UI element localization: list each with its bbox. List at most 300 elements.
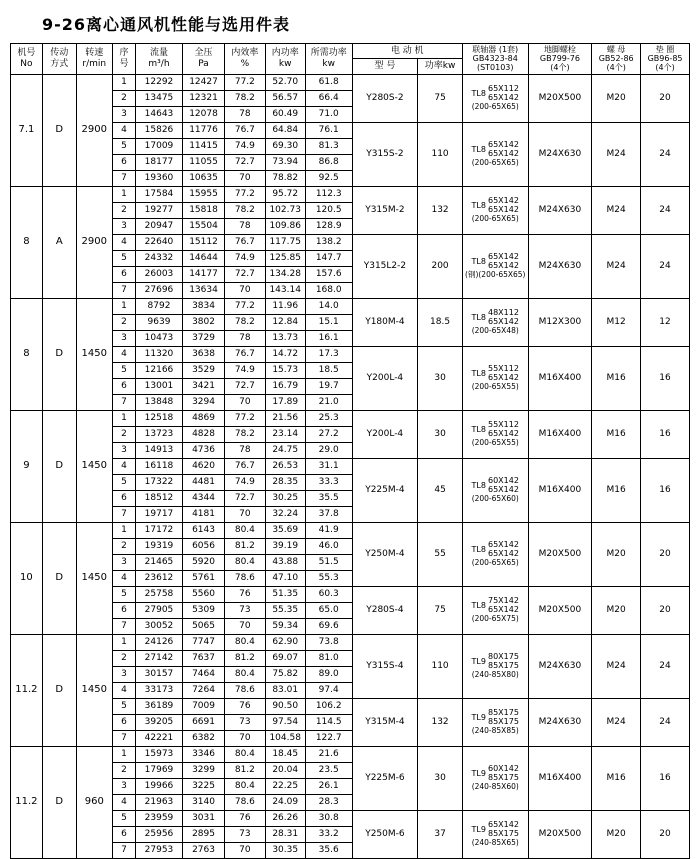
cell-required-power: 112.3 — [305, 186, 352, 202]
coupling-spec: (200-65X65) — [471, 213, 519, 223]
cell-washer: 24 — [641, 234, 690, 298]
coupling-series: TL8 — [471, 424, 486, 434]
coupling-spec: (200-65X65) — [471, 157, 519, 167]
cell-internal-power: 62.90 — [265, 634, 305, 650]
cell-index: 1 — [112, 186, 135, 202]
cell-efficiency: 76 — [225, 698, 265, 714]
cell-internal-power: 60.49 — [265, 106, 305, 122]
cell-pressure: 12427 — [182, 74, 224, 90]
cell-required-power: 19.7 — [305, 378, 352, 394]
cell-index: 5 — [112, 474, 135, 490]
cell-flow: 14913 — [136, 442, 183, 458]
cell-flow: 26003 — [136, 266, 183, 282]
cell-pressure: 13634 — [182, 282, 224, 298]
cell-required-power: 76.1 — [305, 122, 352, 138]
coupling-sizes: 80X175 85X175 — [487, 652, 519, 670]
cell-nut: M24 — [592, 634, 641, 698]
cell-pressure: 6382 — [182, 730, 224, 746]
cell-required-power: 89.0 — [305, 666, 352, 682]
cell-speed: 960 — [76, 746, 112, 858]
cell-flow: 12292 — [136, 74, 183, 90]
cell-required-power: 168.0 — [305, 282, 352, 298]
cell-flow: 17172 — [136, 522, 183, 538]
cell-pressure: 12078 — [182, 106, 224, 122]
cell-nut: M12 — [592, 298, 641, 346]
cell-flow: 24332 — [136, 250, 183, 266]
cell-pressure: 3299 — [182, 762, 224, 778]
coupling-spec: (200-65X55) — [471, 381, 519, 391]
th-flow: 流量 m³/h — [136, 44, 183, 75]
cell-anchor-bolt: M20X500 — [528, 586, 592, 634]
cell-model: 11.2 — [11, 634, 43, 746]
table-row — [11, 74, 690, 90]
cell-pressure: 3031 — [182, 810, 224, 826]
cell-internal-power: 97.54 — [265, 714, 305, 730]
cell-required-power: 81.0 — [305, 650, 352, 666]
cell-flow: 25956 — [136, 826, 183, 842]
cell-flow: 30157 — [136, 666, 183, 682]
th-motor-group: 电 动 机 — [352, 44, 462, 59]
coupling-series: TL8 — [471, 144, 486, 154]
coupling-spec: (200-65X60) — [471, 493, 519, 503]
cell-index: 3 — [112, 442, 135, 458]
cell-motor-power: 55 — [418, 522, 463, 586]
cell-internal-power: 17.89 — [265, 394, 305, 410]
cell-index: 1 — [112, 74, 135, 90]
cell-required-power: 21.0 — [305, 394, 352, 410]
cell-flow: 21465 — [136, 554, 183, 570]
cell-efficiency: 72.7 — [225, 490, 265, 506]
cell-motor-model: Y225M-6 — [352, 746, 418, 810]
cell-index: 4 — [112, 234, 135, 250]
cell-flow: 15973 — [136, 746, 183, 762]
cell-speed: 1450 — [76, 298, 112, 410]
cell-anchor-bolt: M24X630 — [528, 122, 592, 186]
cell-pressure: 5761 — [182, 570, 224, 586]
cell-model: 7.1 — [11, 74, 43, 186]
cell-nut: M24 — [592, 122, 641, 186]
coupling-series: TL9 — [471, 824, 486, 834]
cell-required-power: 16.1 — [305, 330, 352, 346]
cell-flow: 27905 — [136, 602, 183, 618]
cell-pressure: 10635 — [182, 170, 224, 186]
cell-drive: D — [42, 298, 76, 410]
cell-anchor-bolt: M24X630 — [528, 186, 592, 234]
cell-efficiency: 77.2 — [225, 74, 265, 90]
cell-motor-model: Y225M-4 — [352, 458, 418, 522]
cell-coupling — [462, 298, 528, 346]
th-internal-power: 内功率 kw — [265, 44, 305, 75]
cell-internal-power: 55.35 — [265, 602, 305, 618]
cell-efficiency: 78 — [225, 330, 265, 346]
cell-motor-power: 18.5 — [418, 298, 463, 346]
cell-index: 5 — [112, 810, 135, 826]
cell-nut: M16 — [592, 458, 641, 522]
cell-flow: 17322 — [136, 474, 183, 490]
cell-pressure: 3225 — [182, 778, 224, 794]
cell-required-power: 18.5 — [305, 362, 352, 378]
cell-flow: 21963 — [136, 794, 183, 810]
cell-efficiency: 74.9 — [225, 138, 265, 154]
cell-index: 6 — [112, 378, 135, 394]
page-title: 9-26离心通风机性能与选用件表 — [42, 15, 291, 34]
cell-efficiency: 76.7 — [225, 346, 265, 362]
table-header — [11, 44, 690, 75]
cell-required-power: 23.5 — [305, 762, 352, 778]
cell-pressure: 2895 — [182, 826, 224, 842]
cell-drive: D — [42, 634, 76, 746]
cell-efficiency: 70 — [225, 730, 265, 746]
cell-internal-power: 78.82 — [265, 170, 305, 186]
cell-coupling — [462, 234, 528, 298]
cell-required-power: 60.3 — [305, 586, 352, 602]
cell-flow: 19360 — [136, 170, 183, 186]
cell-flow: 25758 — [136, 586, 183, 602]
cell-required-power: 55.3 — [305, 570, 352, 586]
cell-motor-model: Y280S-4 — [352, 586, 418, 634]
cell-washer: 24 — [641, 634, 690, 698]
cell-coupling — [462, 410, 528, 458]
cell-motor-model: Y180M-4 — [352, 298, 418, 346]
cell-index: 4 — [112, 794, 135, 810]
coupling-sizes: 85X175 85X175 — [487, 708, 519, 726]
cell-pressure: 5309 — [182, 602, 224, 618]
cell-pressure: 3834 — [182, 298, 224, 314]
cell-internal-power: 143.14 — [265, 282, 305, 298]
cell-motor-power: 45 — [418, 458, 463, 522]
cell-internal-power: 117.75 — [265, 234, 305, 250]
coupling-spec: (200-65X48) — [471, 325, 519, 335]
table-row — [11, 746, 690, 762]
table-row — [11, 810, 690, 826]
cell-pressure: 5065 — [182, 618, 224, 634]
cell-pressure: 2763 — [182, 842, 224, 858]
cell-index: 3 — [112, 218, 135, 234]
cell-anchor-bolt: M20X500 — [528, 74, 592, 122]
cell-required-power: 66.4 — [305, 90, 352, 106]
coupling-series: TL8 — [471, 480, 486, 490]
table-row — [11, 698, 690, 714]
cell-efficiency: 78 — [225, 442, 265, 458]
cell-required-power: 147.7 — [305, 250, 352, 266]
table-row — [11, 122, 690, 138]
cell-anchor-bolt: M16X400 — [528, 746, 592, 810]
cell-flow: 18512 — [136, 490, 183, 506]
coupling-sizes: 60X142 65X142 — [487, 476, 519, 494]
cell-index: 1 — [112, 746, 135, 762]
cell-pressure: 4181 — [182, 506, 224, 522]
cell-flow: 23959 — [136, 810, 183, 826]
cell-flow: 14643 — [136, 106, 183, 122]
cell-required-power: 138.2 — [305, 234, 352, 250]
cell-internal-power: 23.14 — [265, 426, 305, 442]
cell-flow: 9639 — [136, 314, 183, 330]
cell-required-power: 17.3 — [305, 346, 352, 362]
coupling-sizes: 65X142 65X142 — [487, 540, 519, 558]
cell-internal-power: 30.25 — [265, 490, 305, 506]
cell-index: 4 — [112, 570, 135, 586]
cell-index: 5 — [112, 138, 135, 154]
cell-internal-power: 24.09 — [265, 794, 305, 810]
cell-drive: D — [42, 74, 76, 186]
cell-speed: 1450 — [76, 522, 112, 634]
cell-efficiency: 70 — [225, 618, 265, 634]
th-drive: 传动 方式 — [42, 44, 76, 75]
cell-flow: 13001 — [136, 378, 183, 394]
cell-index: 2 — [112, 202, 135, 218]
cell-index: 3 — [112, 778, 135, 794]
cell-efficiency: 78.6 — [225, 570, 265, 586]
cell-motor-model: Y315M-4 — [352, 698, 418, 746]
cell-efficiency: 76.7 — [225, 122, 265, 138]
table-body — [11, 74, 690, 858]
cell-motor-model: Y250M-4 — [352, 522, 418, 586]
cell-index: 6 — [112, 826, 135, 842]
cell-required-power: 106.2 — [305, 698, 352, 714]
cell-flow: 19717 — [136, 506, 183, 522]
cell-efficiency: 80.4 — [225, 522, 265, 538]
cell-internal-power: 43.88 — [265, 554, 305, 570]
cell-internal-power: 18.45 — [265, 746, 305, 762]
cell-motor-model: Y200L-4 — [352, 410, 418, 458]
th-pressure: 全压 Pa — [182, 44, 224, 75]
cell-efficiency: 81.2 — [225, 650, 265, 666]
th-required-power: 所需功率 kw — [305, 44, 352, 75]
cell-internal-power: 83.01 — [265, 682, 305, 698]
cell-efficiency: 78.6 — [225, 794, 265, 810]
cell-model: 9 — [11, 410, 43, 522]
cell-internal-power: 102.73 — [265, 202, 305, 218]
cell-motor-power: 110 — [418, 122, 463, 186]
cell-efficiency: 72.7 — [225, 378, 265, 394]
cell-flow: 8792 — [136, 298, 183, 314]
coupling-sizes: 48X112 65X142 — [487, 308, 519, 326]
cell-efficiency: 73 — [225, 714, 265, 730]
cell-coupling — [462, 74, 528, 122]
cell-index: 5 — [112, 586, 135, 602]
cell-required-power: 46.0 — [305, 538, 352, 554]
cell-nut: M20 — [592, 586, 641, 634]
cell-index: 7 — [112, 282, 135, 298]
cell-coupling — [462, 698, 528, 746]
th-speed: 转速 r/min — [76, 44, 112, 75]
cell-anchor-bolt: M20X500 — [528, 522, 592, 586]
cell-efficiency: 73 — [225, 602, 265, 618]
cell-index: 1 — [112, 522, 135, 538]
cell-internal-power: 15.73 — [265, 362, 305, 378]
cell-internal-power: 73.94 — [265, 154, 305, 170]
cell-flow: 19319 — [136, 538, 183, 554]
cell-index: 7 — [112, 618, 135, 634]
cell-efficiency: 78.2 — [225, 314, 265, 330]
cell-internal-power: 90.50 — [265, 698, 305, 714]
cell-internal-power: 59.34 — [265, 618, 305, 634]
cell-internal-power: 51.35 — [265, 586, 305, 602]
cell-flow: 17584 — [136, 186, 183, 202]
cell-anchor-bolt: M16X400 — [528, 458, 592, 522]
cell-flow: 11320 — [136, 346, 183, 362]
cell-index: 7 — [112, 394, 135, 410]
cell-required-power: 71.0 — [305, 106, 352, 122]
cell-internal-power: 47.10 — [265, 570, 305, 586]
cell-index: 3 — [112, 666, 135, 682]
cell-pressure: 15112 — [182, 234, 224, 250]
cell-index: 2 — [112, 426, 135, 442]
coupling-sizes: 55X112 65X142 — [487, 364, 519, 382]
cell-flow: 13475 — [136, 90, 183, 106]
cell-index: 2 — [112, 314, 135, 330]
cell-pressure: 15818 — [182, 202, 224, 218]
cell-required-power: 86.8 — [305, 154, 352, 170]
cell-pressure: 11055 — [182, 154, 224, 170]
cell-efficiency: 76.7 — [225, 234, 265, 250]
cell-pressure: 4620 — [182, 458, 224, 474]
cell-efficiency: 78.2 — [225, 90, 265, 106]
cell-internal-power: 52.70 — [265, 74, 305, 90]
cell-coupling — [462, 122, 528, 186]
cell-internal-power: 69.07 — [265, 650, 305, 666]
cell-washer: 16 — [641, 458, 690, 522]
cell-required-power: 33.3 — [305, 474, 352, 490]
cell-motor-model: Y315S-4 — [352, 634, 418, 698]
cell-pressure: 3802 — [182, 314, 224, 330]
cell-efficiency: 78 — [225, 106, 265, 122]
coupling-series: TL9 — [471, 768, 486, 778]
cell-efficiency: 78.2 — [225, 202, 265, 218]
cell-coupling — [462, 346, 528, 410]
th-index: 序 号 — [112, 44, 135, 75]
cell-index: 7 — [112, 170, 135, 186]
cell-anchor-bolt: M20X500 — [528, 810, 592, 858]
cell-pressure: 4869 — [182, 410, 224, 426]
coupling-spec: (200-65X55) — [471, 437, 519, 447]
cell-internal-power: 22.25 — [265, 778, 305, 794]
cell-index: 1 — [112, 298, 135, 314]
cell-efficiency: 76.7 — [225, 458, 265, 474]
cell-required-power: 114.5 — [305, 714, 352, 730]
cell-internal-power: 28.31 — [265, 826, 305, 842]
cell-flow: 17009 — [136, 138, 183, 154]
cell-efficiency: 70 — [225, 170, 265, 186]
coupling-series: TL8 — [471, 368, 486, 378]
cell-internal-power: 16.79 — [265, 378, 305, 394]
cell-efficiency: 77.2 — [225, 410, 265, 426]
cell-efficiency: 70 — [225, 842, 265, 858]
cell-pressure: 4736 — [182, 442, 224, 458]
cell-speed: 1450 — [76, 410, 112, 522]
cell-pressure: 7464 — [182, 666, 224, 682]
coupling-spec: (240-85X65) — [471, 837, 519, 847]
cell-washer: 20 — [641, 74, 690, 122]
cell-pressure: 3294 — [182, 394, 224, 410]
table-row — [11, 634, 690, 650]
cell-index: 3 — [112, 330, 135, 346]
cell-nut: M24 — [592, 186, 641, 234]
cell-required-power: 92.5 — [305, 170, 352, 186]
cell-pressure: 12321 — [182, 90, 224, 106]
cell-pressure: 4481 — [182, 474, 224, 490]
cell-motor-model: Y315S-2 — [352, 122, 418, 186]
cell-washer: 24 — [641, 122, 690, 186]
cell-nut: M16 — [592, 746, 641, 810]
cell-flow: 10473 — [136, 330, 183, 346]
coupling-sizes: 60X142 85X175 — [487, 764, 519, 782]
th-washer: 垫 圈 GB96-85 (4个) — [641, 44, 690, 75]
coupling-spec: (240-85X80) — [471, 669, 519, 679]
cell-required-power: 31.1 — [305, 458, 352, 474]
coupling-sizes: 75X142 65X142 — [487, 596, 519, 614]
cell-efficiency: 81.2 — [225, 762, 265, 778]
cell-flow: 13848 — [136, 394, 183, 410]
table-row — [11, 410, 690, 426]
cell-efficiency: 80.4 — [225, 634, 265, 650]
cell-motor-power: 75 — [418, 586, 463, 634]
cell-washer: 16 — [641, 746, 690, 810]
cell-flow: 30052 — [136, 618, 183, 634]
cell-washer: 20 — [641, 586, 690, 634]
cell-motor-power: 30 — [418, 410, 463, 458]
cell-required-power: 120.5 — [305, 202, 352, 218]
cell-internal-power: 21.56 — [265, 410, 305, 426]
cell-index: 2 — [112, 762, 135, 778]
cell-nut: M16 — [592, 410, 641, 458]
th-efficiency: 内效率 % — [225, 44, 265, 75]
cell-efficiency: 80.4 — [225, 554, 265, 570]
cell-index: 3 — [112, 106, 135, 122]
cell-internal-power: 35.69 — [265, 522, 305, 538]
cell-drive: D — [42, 746, 76, 858]
cell-nut: M16 — [592, 346, 641, 410]
coupling-series: TL8 — [471, 544, 486, 554]
cell-coupling — [462, 522, 528, 586]
cell-motor-power: 200 — [418, 234, 463, 298]
cell-efficiency: 70 — [225, 394, 265, 410]
cell-washer: 12 — [641, 298, 690, 346]
coupling-spec: (钢)(200-65X65) — [465, 269, 526, 279]
th-coupling: 联轴器 (1套) GB4323-84 (ST0103) — [462, 44, 528, 75]
cell-index: 4 — [112, 682, 135, 698]
cell-required-power: 69.6 — [305, 618, 352, 634]
cell-flow: 12518 — [136, 410, 183, 426]
table-row — [11, 586, 690, 602]
cell-internal-power: 11.96 — [265, 298, 305, 314]
cell-flow: 15826 — [136, 122, 183, 138]
cell-motor-power: 30 — [418, 746, 463, 810]
cell-index: 4 — [112, 122, 135, 138]
cell-motor-power: 75 — [418, 74, 463, 122]
cell-efficiency: 78.2 — [225, 426, 265, 442]
cell-motor-power: 110 — [418, 634, 463, 698]
cell-internal-power: 20.04 — [265, 762, 305, 778]
coupling-sizes: 65X142 65X142 — [487, 252, 519, 270]
cell-pressure: 5920 — [182, 554, 224, 570]
coupling-sizes: 65X112 65X142 — [487, 84, 519, 102]
cell-internal-power: 125.85 — [265, 250, 305, 266]
table-row — [11, 186, 690, 202]
cell-internal-power: 104.58 — [265, 730, 305, 746]
cell-efficiency: 74.9 — [225, 474, 265, 490]
cell-required-power: 29.0 — [305, 442, 352, 458]
cell-index: 6 — [112, 714, 135, 730]
cell-washer: 24 — [641, 186, 690, 234]
cell-efficiency: 72.7 — [225, 154, 265, 170]
cell-required-power: 30.8 — [305, 810, 352, 826]
cell-required-power: 25.3 — [305, 410, 352, 426]
th-model: 机号 No — [11, 44, 43, 75]
table-row — [11, 522, 690, 538]
cell-efficiency: 70 — [225, 282, 265, 298]
cell-pressure: 3421 — [182, 378, 224, 394]
